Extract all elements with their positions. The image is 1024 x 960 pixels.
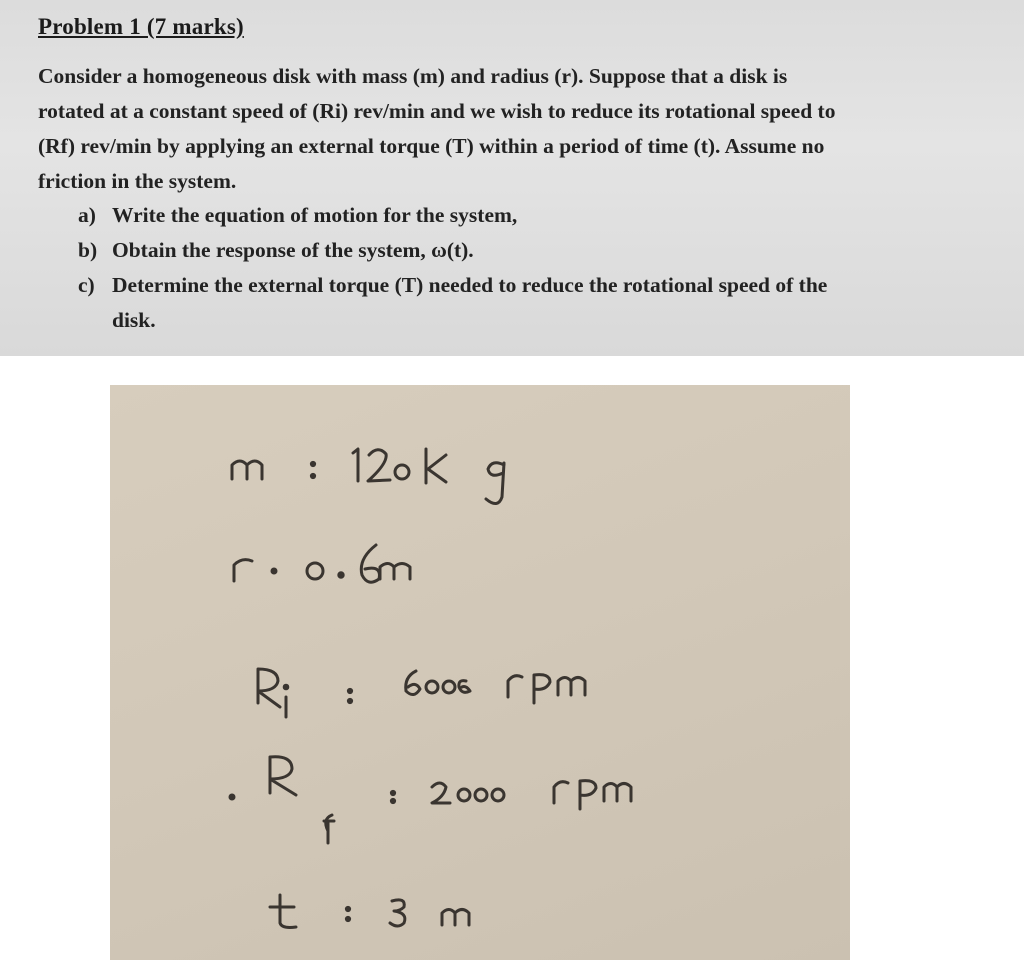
part-c-continuation: [78, 303, 968, 338]
handwriting-canvas: [110, 385, 850, 960]
part-b-letter: b): [78, 238, 98, 262]
note-initial-speed: [258, 669, 585, 717]
statement-line-2: rotated at a constant speed of (Ri) rev/min and we wish to reduce its rotational speed to: [38, 99, 836, 123]
problem-heading: Problem 1 (7 marks): [38, 14, 244, 39]
part-a-letter: a): [78, 203, 96, 227]
statement-line-4: friction in the system.: [38, 169, 237, 193]
part-c-continuation-text: disk.: [112, 308, 156, 332]
part-c-letter: c): [78, 273, 95, 297]
part-c-continuation-letter: [78, 303, 112, 338]
part-c-text: Determine the external torque (T) needed to reduce the rotational speed of the: [112, 273, 828, 297]
note-final-speed: [230, 757, 631, 843]
note-mass: [232, 449, 504, 504]
part-b: [78, 233, 968, 268]
part-a-text: Write the equation of motion for the system,: [112, 203, 518, 227]
note-time: [270, 895, 469, 928]
part-a: [78, 198, 968, 233]
statement-line-3: (Rf) rev/min by applying an external torque (T) within a period of time (t). Assume no: [38, 134, 825, 158]
statement-line-1: Consider a homogeneous disk with mass (m) and radius (r). Suppose that a disk is: [38, 64, 788, 88]
part-b-text: Obtain the response of the system, ω(t).: [112, 238, 474, 262]
printed-problem-section: [0, 0, 1024, 356]
problem-parts-list: [78, 198, 968, 338]
problem-statement: [38, 59, 960, 199]
part-c: [78, 268, 968, 303]
handwritten-notes-photo: [110, 385, 850, 960]
note-radius: [234, 545, 410, 582]
